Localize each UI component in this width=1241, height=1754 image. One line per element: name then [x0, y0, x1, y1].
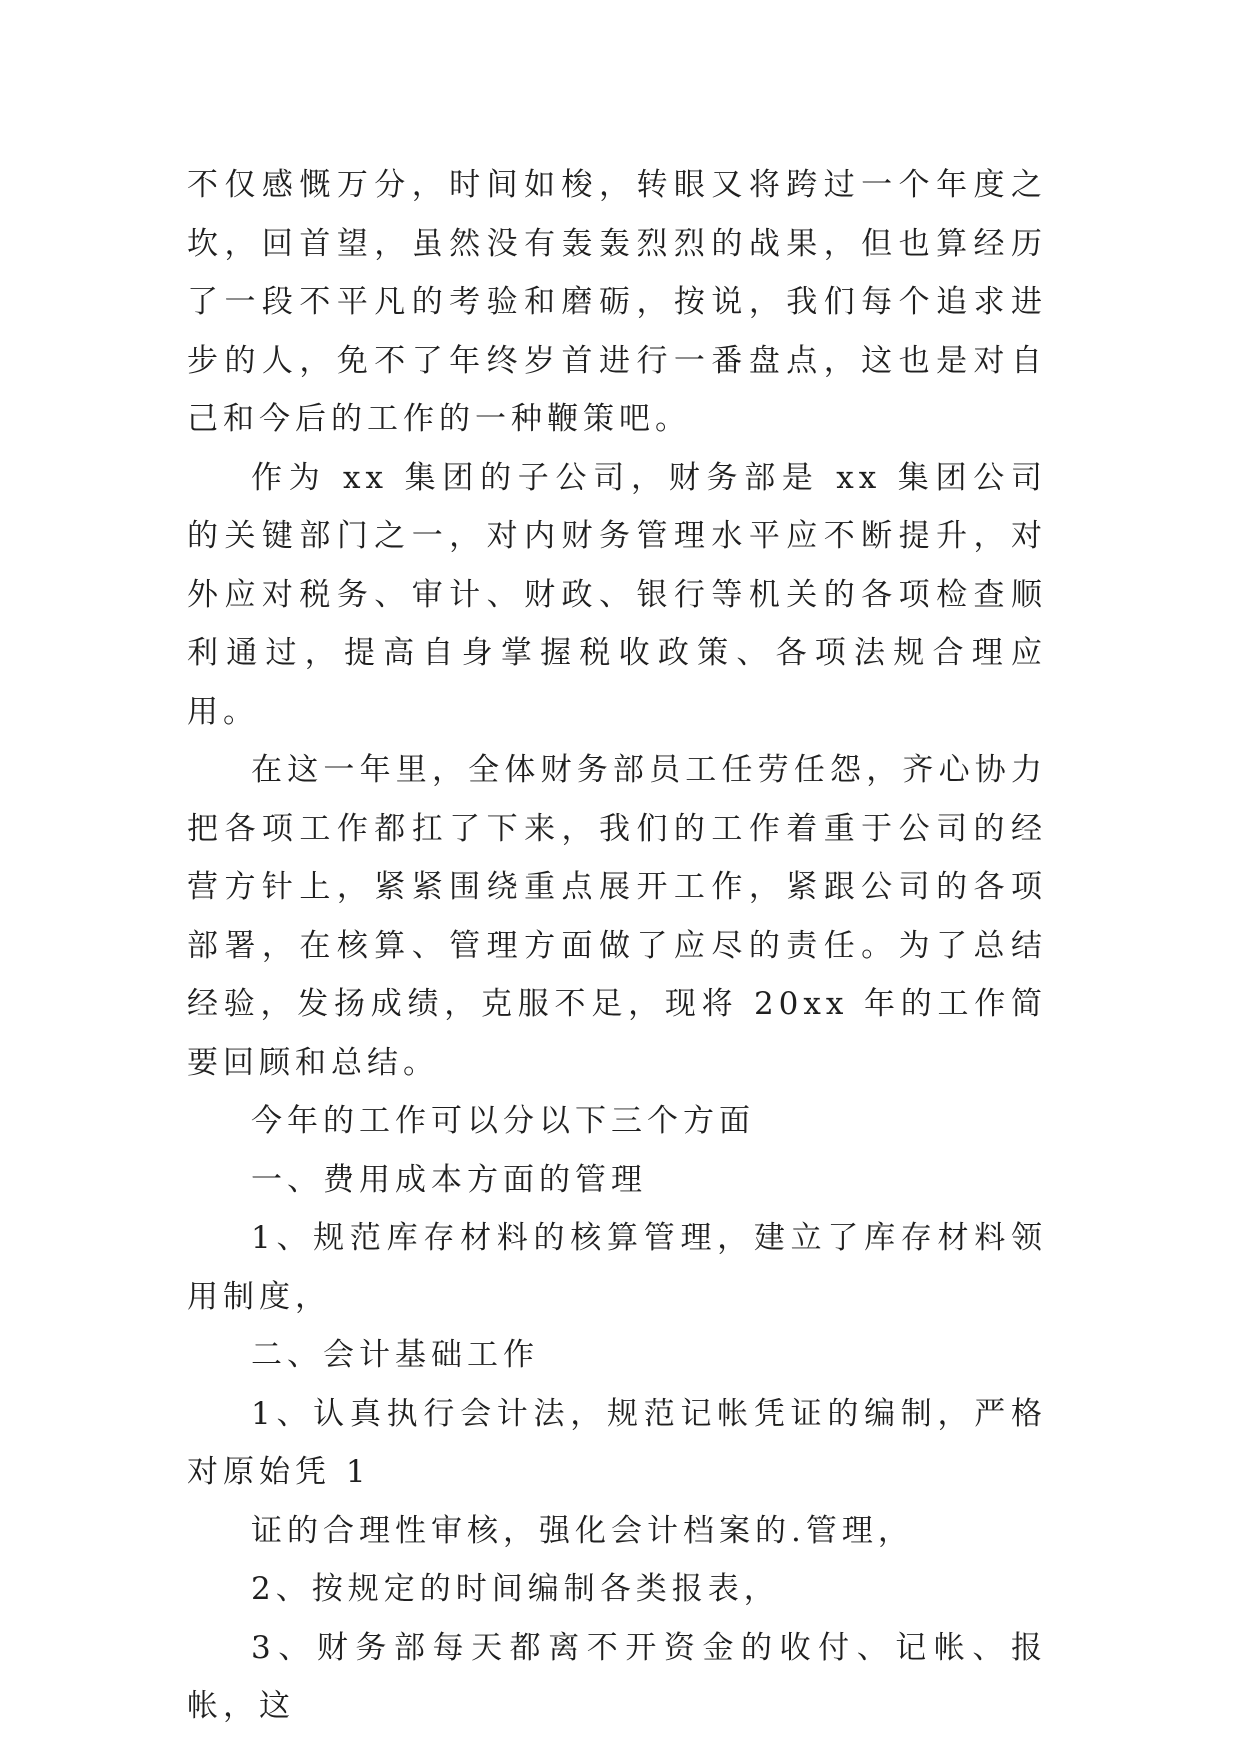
paragraph-voucher-review: 证的合理性审核，强化会计档案的.管理， — [251, 1512, 914, 1549]
paragraph-three-aspects: 今年的工作可以分以下三个方面 — [251, 1103, 755, 1139]
list-item-funds: 3、财务部每天都离不开资金的收付、记帐、报帐，这 — [187, 1629, 1047, 1724]
paragraph-company-role: 作为 xx 集团的子公司，财务部是 xx 集团公司的关键部门之一，对内财务管理水平应不断提升，对外应对税务、审计、财政、银行等机关的各项检查顺利通过，提高自身掌握税收政策、各项法规合理应用。 — [187, 459, 1047, 730]
document-body — [187, 156, 1047, 1736]
heading-cost-management: 一、费用成本方面的管理 — [251, 1161, 647, 1198]
list-item-reports: 2、按规定的时间编制各类报表， — [251, 1571, 780, 1607]
paragraph-year-review: 在这一年里，全体财务部员工任劳任怨，齐心协力把各项工作都扛了下来，我们的工作着重于公司的经营方针上，紧紧围绕重点展开工作，紧跟公司的各项部署，在核算、管理方面做了应尽的责任。为了总结经验，发扬成绩，克服不足，现将 20xx 年的工作简要回顾和总结。 — [187, 752, 1047, 1081]
heading-accounting-basics: 二、会计基础工作 — [251, 1337, 539, 1373]
paragraph-intro: 不仅感慨万分，时间如梭，转眼又将跨过一个年度之坎，回首望，虽然没有轰轰烈烈的战果，但也算经历了一段不平凡的考验和磨砺，按说，我们每个追求进步的人，免不了年终岁首进行一番盘点，这也是对自己和今后的工作的一种鞭策吧。 — [187, 167, 1047, 437]
list-item-inventory: 1、规范库存材料的核算管理，建立了库存材料领用制度， — [187, 1220, 1047, 1315]
list-item-accounting-law: 1、认真执行会计法，规范记帐凭证的编制，严格对原始凭 1 — [187, 1395, 1047, 1490]
